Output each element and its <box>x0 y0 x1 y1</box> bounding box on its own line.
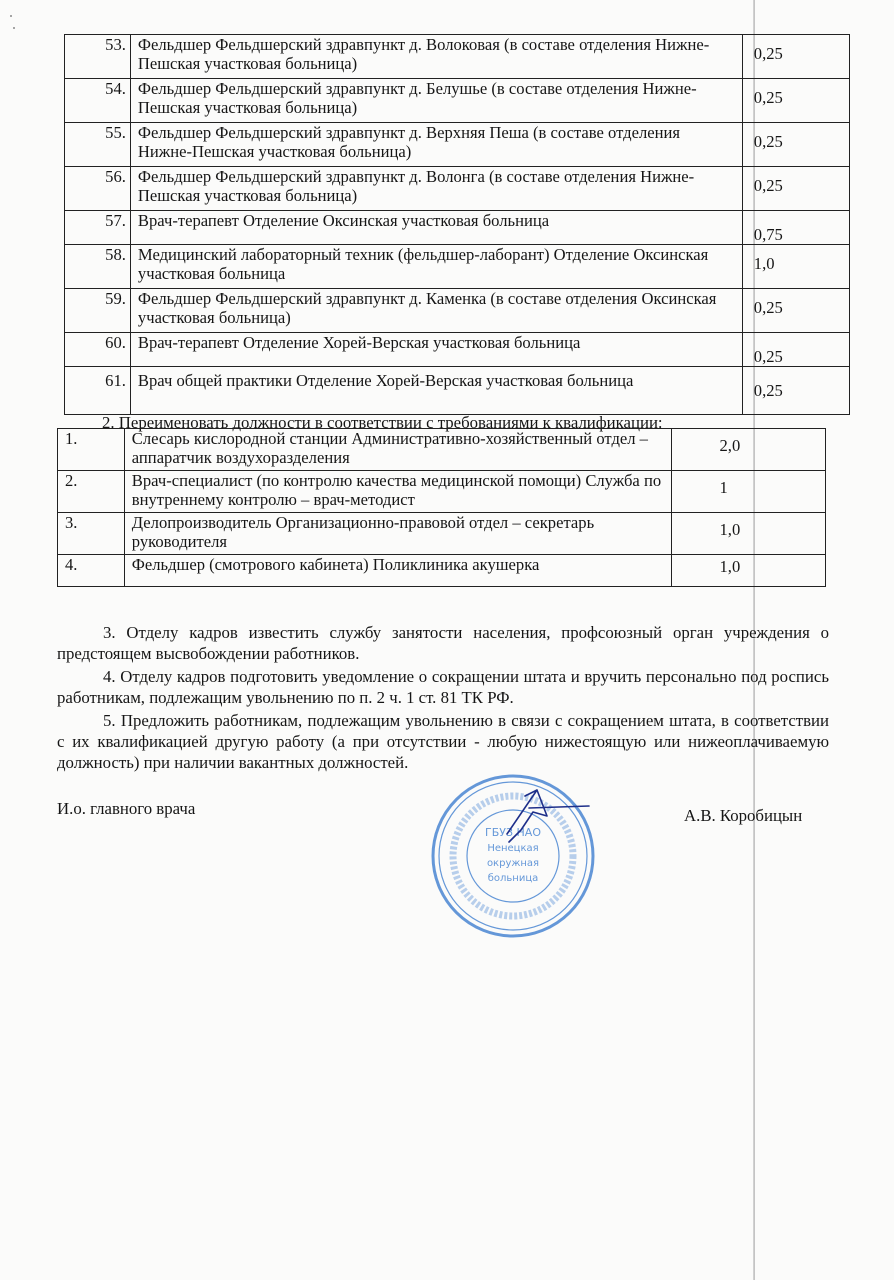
row-number: 1. <box>58 429 125 471</box>
staff-units: 0,75 <box>742 211 849 245</box>
rename-positions-table <box>57 428 826 587</box>
section-2-heading: 2. Переименовать должности в соответствии с требованиями к квалификации: <box>102 413 663 432</box>
position-description: Фельдшер Фельдшерский здравпункт д. Волоковая (в составе отделения Нижне-Пешская участковая больница) <box>130 35 742 79</box>
staff-units: 0,25 <box>742 333 849 367</box>
position-description: Врач-специалист (по контролю качества медицинской помощи) Служба по внутреннему контролю – врач-методист <box>124 471 671 513</box>
paragraph-4 <box>57 666 829 708</box>
row-number: 4. <box>58 555 125 587</box>
staff-units: 2,0 <box>671 429 826 471</box>
official-stamp <box>429 772 597 940</box>
position-description: Врач-терапевт Отделение Хорей-Верская участковая больница <box>130 333 742 367</box>
signatory-position: И.о. главного врача <box>57 799 196 818</box>
row-number: 61. <box>65 367 131 415</box>
scan-speck <box>13 27 15 29</box>
paragraph-text: 3. Отделу кадров известить службу занятости населения, профсоюзный орган учреждения о предстоящем высвобождении работников. <box>57 623 829 663</box>
staff-units: 0,25 <box>742 79 849 123</box>
table-row <box>65 245 850 289</box>
staff-units: 0,25 <box>742 367 849 415</box>
signatory-name: А.В. Коробицын <box>684 806 803 825</box>
table-row <box>58 555 826 587</box>
staff-units: 0,25 <box>742 123 849 167</box>
position-description: Делопроизводитель Организационно-правовой отдел – секретарь руководителя <box>124 513 671 555</box>
position-description: Фельдшер Фельдшерский здравпункт д. Волонга (в составе отделения Нижне-Пешская участковая больница) <box>130 167 742 211</box>
table-row <box>58 513 826 555</box>
table-row <box>65 123 850 167</box>
staff-units: 0,25 <box>742 289 849 333</box>
stamp-outer-ring <box>433 776 593 936</box>
stamp-border-text <box>453 796 573 916</box>
paragraph-5 <box>57 710 829 773</box>
paragraph-text: 5. Предложить работникам, подлежащим увольнению в связи с сокращением штата, в соответствии с их квалификацией другую работу (а при отсутствии - любую нижестоящую или нижеоплачиваемую должность) при наличии вакантных должностей. <box>57 711 829 772</box>
table-row <box>58 429 826 471</box>
staff-reduction-table <box>64 34 850 415</box>
row-number: 56. <box>65 167 131 211</box>
table-row <box>65 167 850 211</box>
row-number: 60. <box>65 333 131 367</box>
table-row <box>65 35 850 79</box>
table-row <box>65 367 850 415</box>
scan-speck <box>10 15 12 17</box>
stamp-line: ГБУЗ НАО <box>485 826 541 839</box>
table-row <box>65 333 850 367</box>
row-number: 58. <box>65 245 131 289</box>
row-number: 54. <box>65 79 131 123</box>
staff-units: 1,0 <box>671 555 826 587</box>
table-row <box>65 211 850 245</box>
stamp-inner-ring <box>439 782 587 930</box>
staff-units: 1,0 <box>742 245 849 289</box>
staff-units: 1 <box>671 471 826 513</box>
position-description: Фельдшер Фельдшерский здравпункт д. Верхняя Пеша (в составе отделения Нижне-Пешская участковая больница) <box>130 123 742 167</box>
row-number: 2. <box>58 471 125 513</box>
stamp-line: больница <box>487 873 539 884</box>
row-number: 57. <box>65 211 131 245</box>
position-description: Фельдшер Фельдшерский здравпункт д. Каменка (в составе отделения Оксинская участковая больница) <box>130 289 742 333</box>
position-description: Фельдшер (смотрового кабинета) Поликлиника акушерка <box>124 555 671 587</box>
position-description: Медицинский лабораторный техник (фельдшер-лаборант) Отделение Оксинская участковая больница <box>130 245 742 289</box>
stamp-line: окружная <box>486 858 540 869</box>
position-description: Слесарь кислородной станции Административно-хозяйственный отдел – аппаратчик воздухоразделения <box>124 429 671 471</box>
table-row <box>65 289 850 333</box>
stamp-line: Ненецкая <box>487 843 539 854</box>
position-description: Врач общей практики Отделение Хорей-Верская участковая больница <box>130 367 742 415</box>
position-description: Врач-терапевт Отделение Оксинская участковая больница <box>130 211 742 245</box>
position-description: Фельдшер Фельдшерский здравпункт д. Белушье (в составе отделения Нижне-Пешская участковая больница) <box>130 79 742 123</box>
staff-units: 0,25 <box>742 167 849 211</box>
row-number: 3. <box>58 513 125 555</box>
paragraph-text: 4. Отделу кадров подготовить уведомление о сокращении штата и вручить персонально под роспись работникам, подлежащим увольнению по п. 2 ч. 1 ст. 81 ТК РФ. <box>57 667 829 707</box>
table-row <box>65 79 850 123</box>
staff-units: 0,25 <box>742 35 849 79</box>
table-row <box>58 471 826 513</box>
row-number: 53. <box>65 35 131 79</box>
row-number: 55. <box>65 123 131 167</box>
paragraph-3 <box>57 622 829 664</box>
staff-units: 1,0 <box>671 513 826 555</box>
row-number: 59. <box>65 289 131 333</box>
